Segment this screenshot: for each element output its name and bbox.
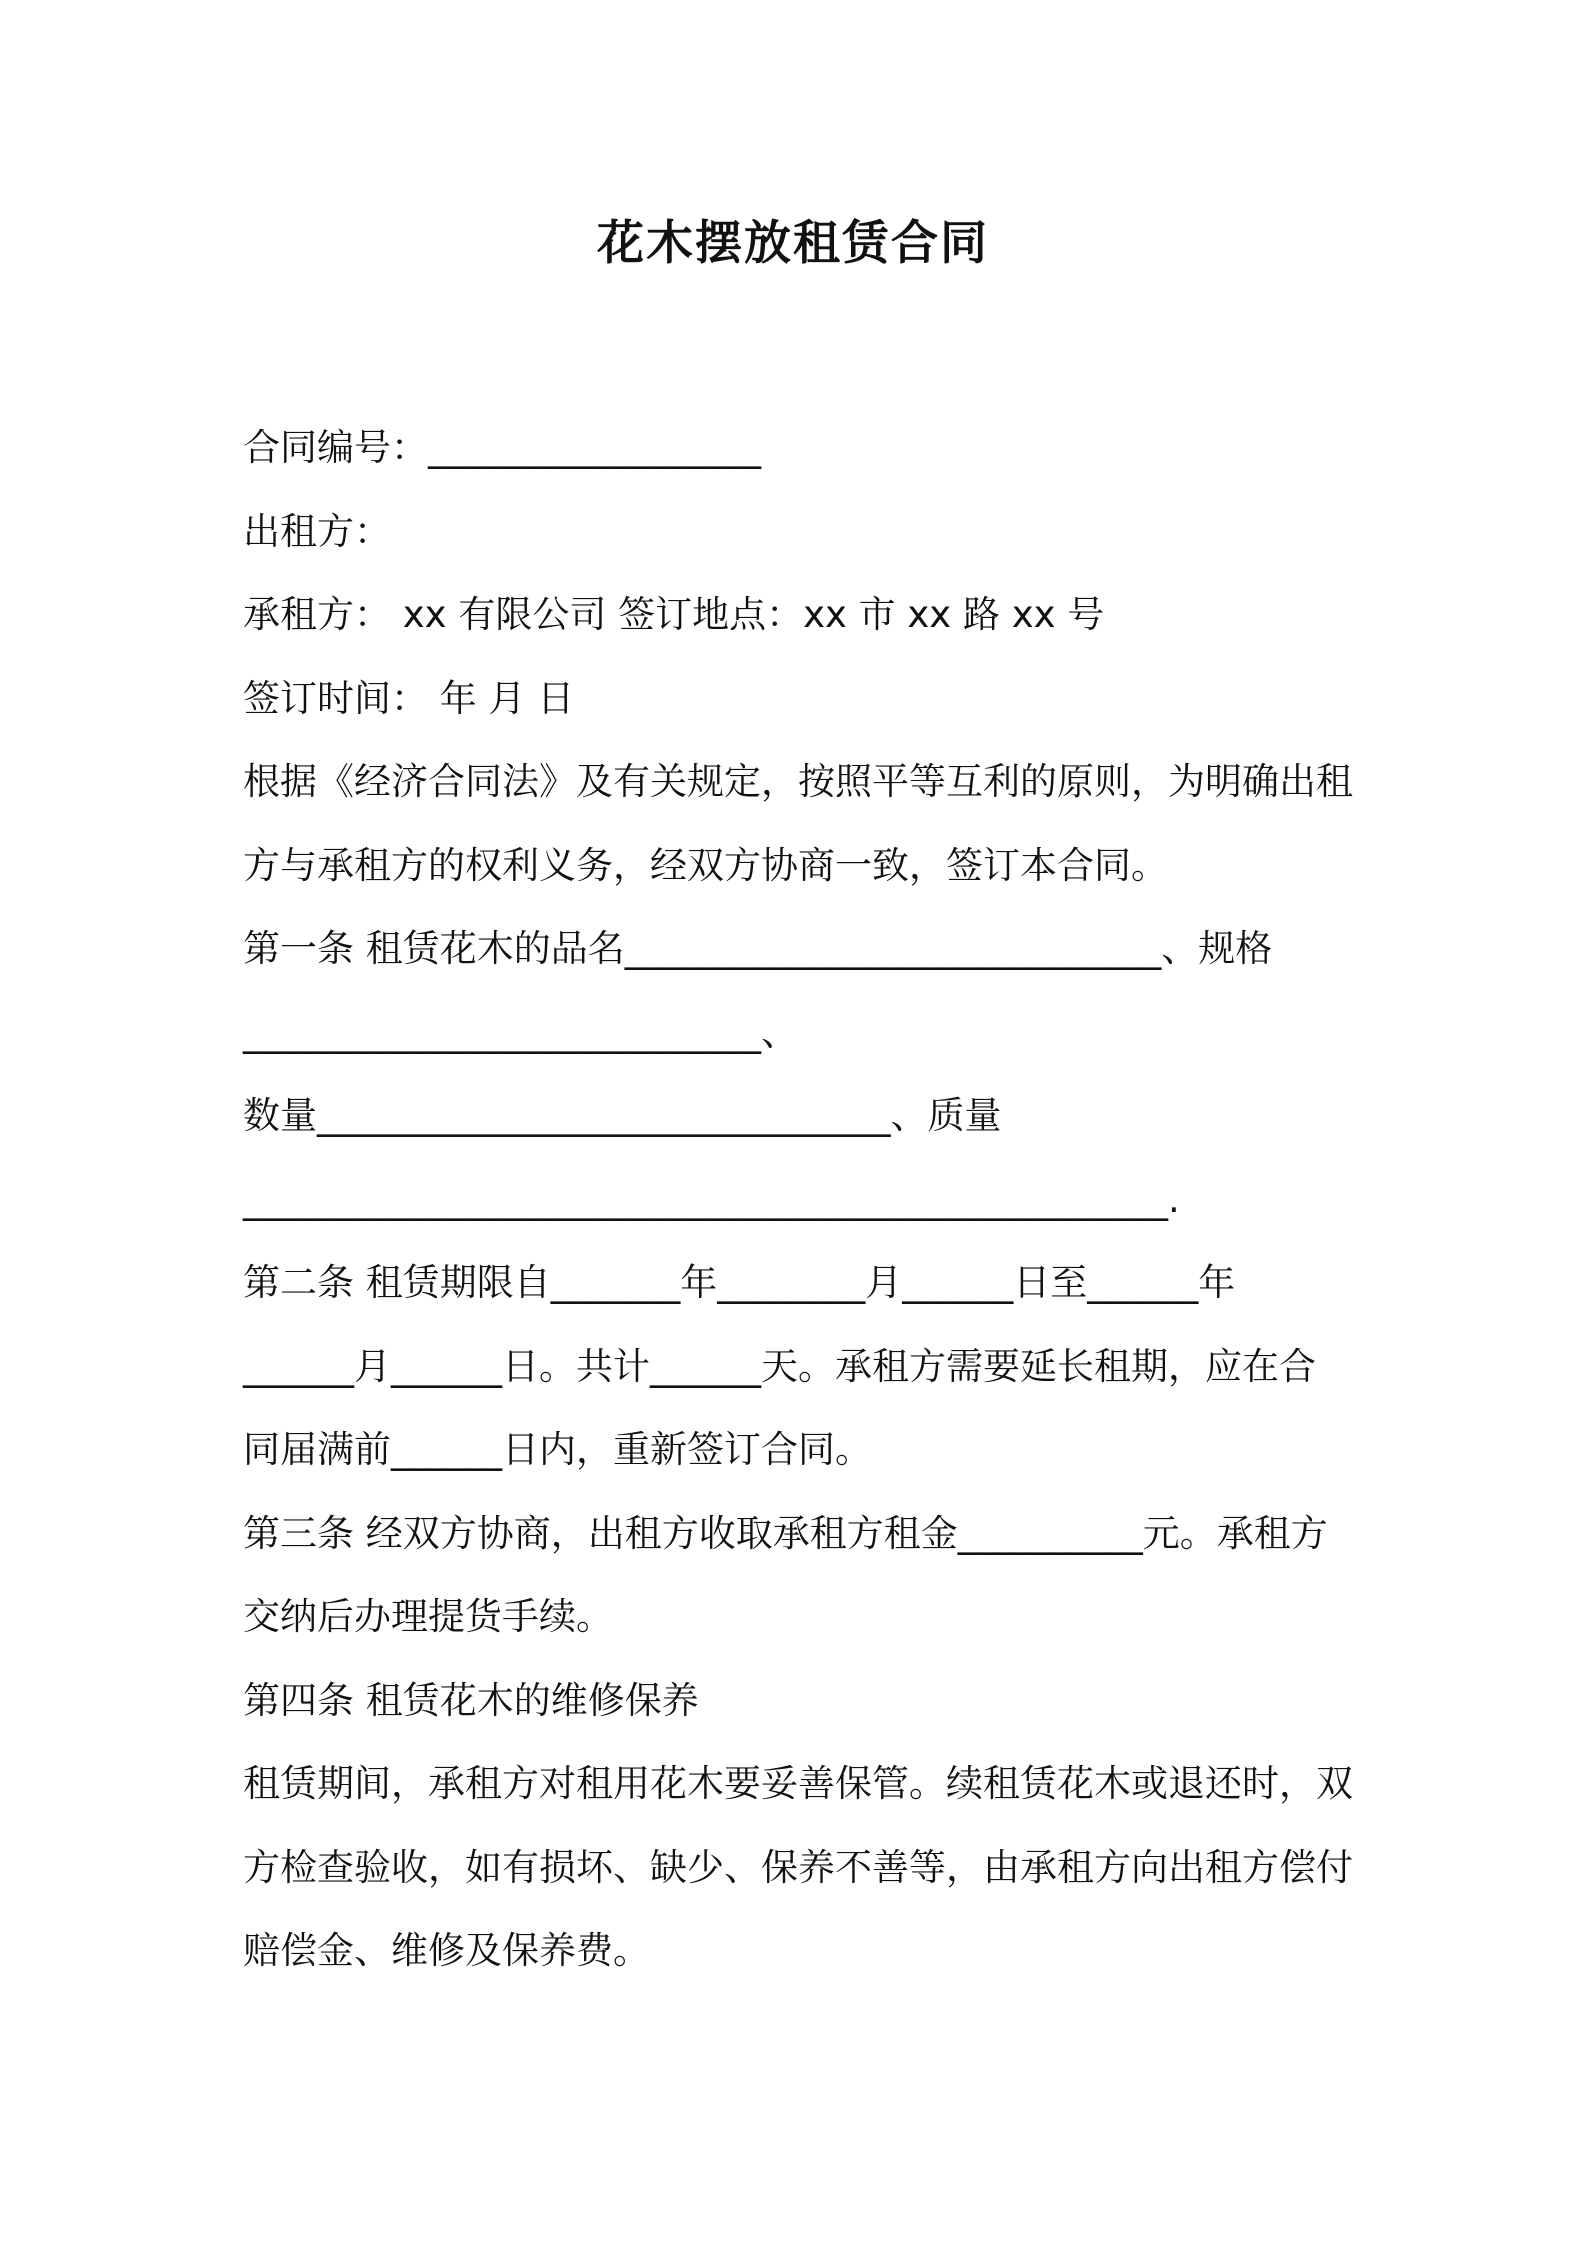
article-2-line-3: 同届满前______日内，重新签订合同。 [243,1428,872,1471]
article-1-line-2: ____________________________、 [243,1010,798,1054]
lessor-line: 出租方： [243,509,391,553]
document-body [243,406,1358,1993]
article-4-line-1: 租赁期间，承租方对租用花木要妥善保管。续租赁花木或退还时，双 [243,1762,1353,1805]
article-3-line-1: 第三条 经双方协商，出租方收取承租方租金__________元。承租方 [243,1511,1328,1555]
article-4-heading: 第四条 租赁花木的维修保养 [243,1678,699,1722]
article-3-line-2: 交纳后办理提货手续。 [243,1595,613,1638]
signing-date-line: 签订时间： 年 月 日 [243,676,575,720]
article-1-line-3: 数量_______________________________、质量 [243,1094,1002,1137]
article-1-line-4: __________________________________________________. [243,1177,1180,1221]
article-2-line-1: 第二条 租赁期限自_______年________月______日至______年 [243,1261,1236,1304]
article-1-line-1: 第一条 租赁花木的品名_____________________________、规格 [243,927,1273,970]
document-title: 花木摆放租赁合同 [597,216,989,271]
preamble-line-1: 根据《经济合同法》及有关规定，按照平等互利的原则，为明确出租 [243,760,1353,803]
preamble-line-2: 方与承租方的权利义务，经双方协商一致，签订本合同。 [243,843,1168,887]
article-4-line-3: 赔偿金、维修及保养费。 [243,1929,650,1972]
contract-number-line: 合同编号：__________________ [243,426,761,469]
lessee-line: 承租方： xx 有限公司 签订地点：xx 市 xx 路 xx 号 [243,593,1105,636]
article-2-line-2: ______月______日。共计______天。承租方需要延长租期，应在合 [243,1344,1316,1388]
article-4-line-2: 方检查验收，如有损坏、缺少、保养不善等，由承租方向出租方偿付 [243,1845,1353,1889]
